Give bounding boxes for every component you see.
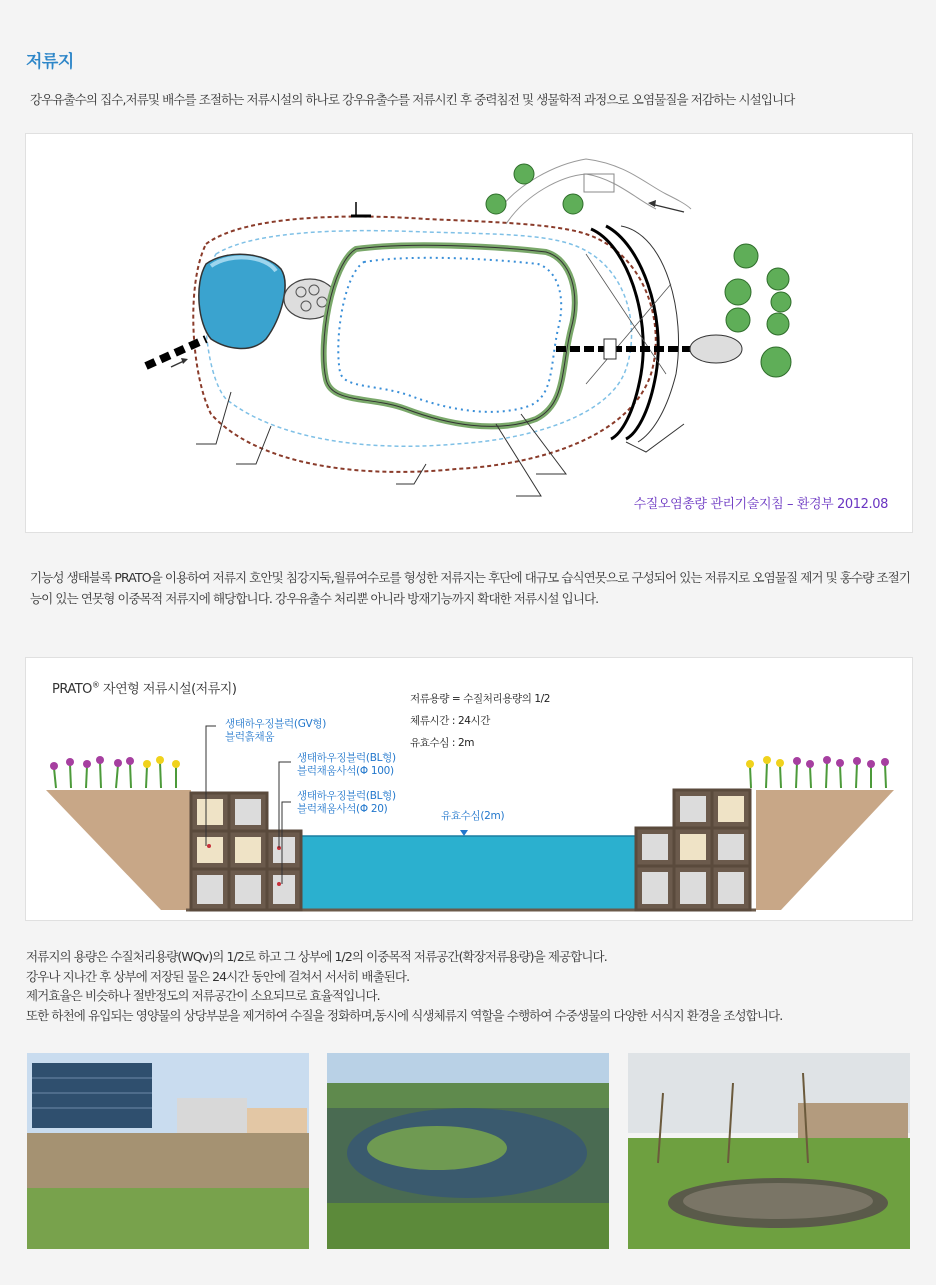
label-bl100-line1: 생태하우징블럭(BL형) <box>297 752 396 764</box>
capacity-line-4: 또한 하천에 유입되는 영양물의 상당부분을 제거하여 수질을 정화하며,동시에 식생체류지 역할을 수행하여 수중생물의 다양한 서식지 환경을 조성합니다. <box>26 1007 783 1023</box>
plan-diagram-panel <box>25 133 913 533</box>
label-bl20-line2: 블럭채움사석(Φ 20) <box>297 803 388 815</box>
capacity-line-2: 강우나 지나간 후 상부에 저장된 물은 24시간 동안에 걸쳐서 서서히 배출된다. <box>26 968 410 984</box>
section-title: 저류지 <box>26 52 74 72</box>
spec-water-depth: 유효수심 : 2m <box>410 737 475 749</box>
spec-retention-time: 체류시간 : 24시간 <box>410 715 491 727</box>
label-gv-line1: 생태하우징블럭(GV형) <box>225 718 327 730</box>
pond-plan-diagram <box>26 134 914 534</box>
label-gv-block <box>225 718 326 744</box>
label-bl20-block <box>297 790 396 816</box>
label-bl100-block <box>297 752 396 778</box>
label-gv-line2: 블럭흙채움 <box>225 731 275 743</box>
label-bl20-line1: 생태하우징블럭(BL형) <box>297 790 396 802</box>
registered-mark: ® <box>91 680 100 690</box>
photo-park-pond <box>628 1053 910 1249</box>
paragraph-description: 기능성 생태블록 PRATO을 이용하여 저류지 호안및 침강지둑,월류여수로를 형성한 저류지는 후단에 대규모 습식연못으로 구성되어 있는 저류지로 오염물질 제거 및 홍수량 조절기능이 있는 연못형 이중목적 저류지에 해당합니다. 강우유출수 처리뿐 아니라 방재기능까지 확대한 저류시설 입니다. <box>30 570 910 606</box>
diagram-credit: 수질오염총량 관리기술지침 – 환경부 2012.08 <box>633 497 888 512</box>
label-bl100-line2: 블럭채움사석(Φ 100) <box>297 765 394 777</box>
title-rest: 자연형 저류시설(저류지) <box>99 682 237 697</box>
label-water-depth: 유효수심(2m) <box>441 810 505 822</box>
title-brand: PRATO <box>52 682 92 697</box>
cross-section-panel <box>25 657 913 921</box>
cross-section-diagram <box>26 658 914 922</box>
paragraph-capacity <box>26 947 916 1025</box>
intro-text: 강우유출수의 집수,저류및 배수를 조절하는 저류시설의 하나로 강우유출수를 저류시킨 후 중력침전 및 생물학적 과정으로 오염물질을 저감하는 시설입니다 <box>30 92 795 107</box>
capacity-line-3: 제거효율은 비슷하나 절반정도의 저류공간이 소요되므로 효율적입니다. <box>26 988 380 1003</box>
photo-construction-site <box>27 1053 309 1249</box>
capacity-line-1: 저류지의 용량은 수질처리용량(WQv)의 1/2로 하고 그 상부에 1/2의 이중목적 저류공간(확장저류용량)을 제공합니다. <box>26 949 607 964</box>
spec-capacity: 저류용량 = 수질처리용량의 1/2 <box>410 693 551 705</box>
photo-lily-pond <box>327 1053 609 1249</box>
